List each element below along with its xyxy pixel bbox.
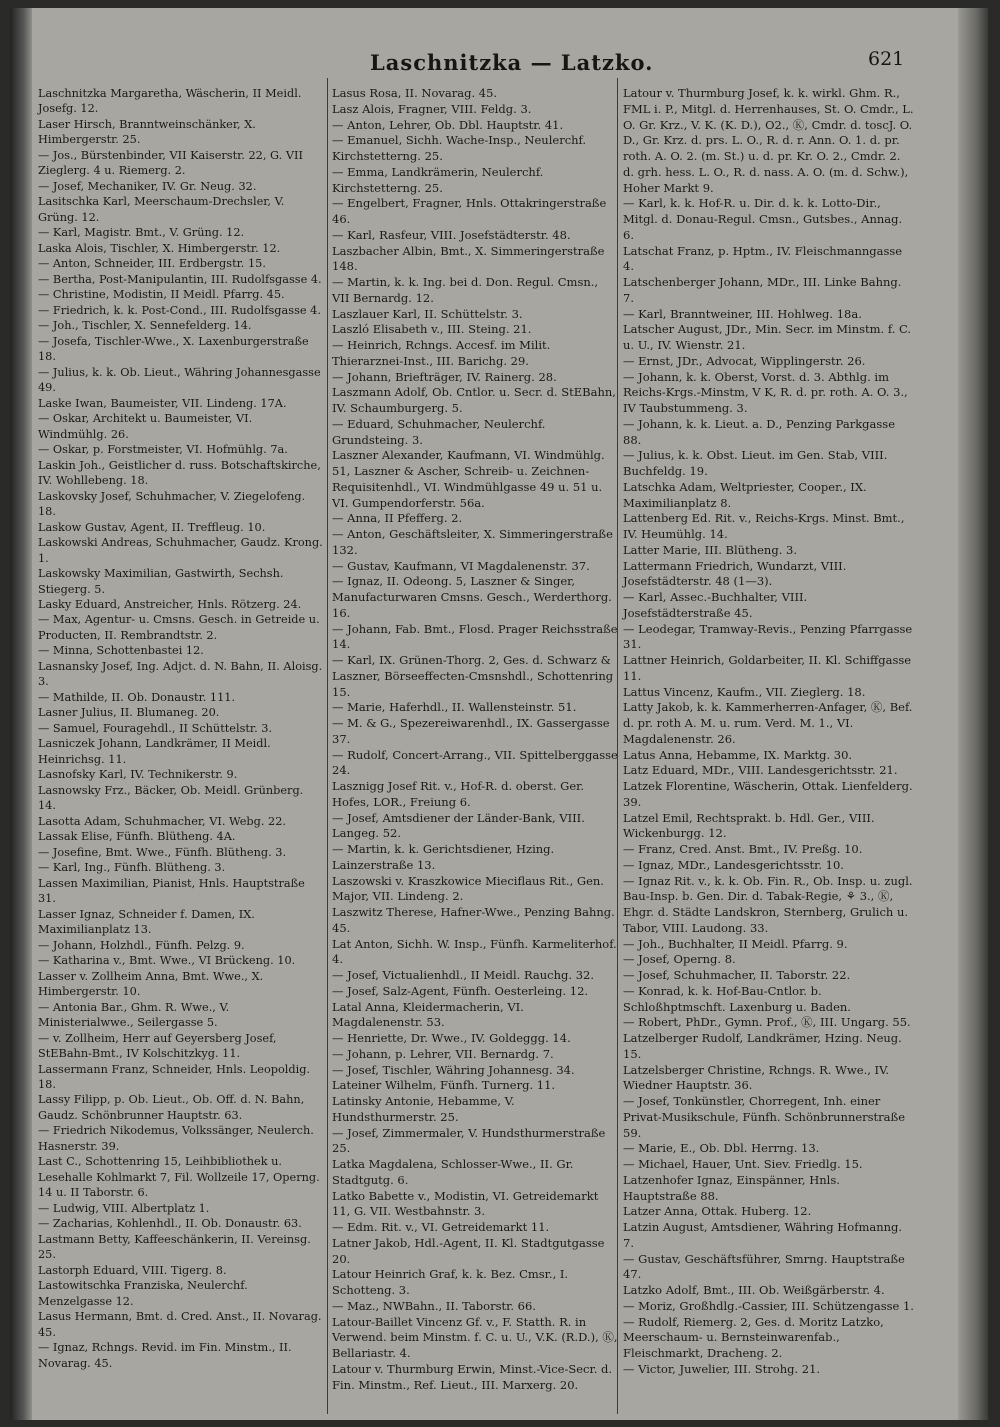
- directory-entry: Lastmann Betty, Kaffeeschänkerin, II. Vereinsg. 25.: [38, 1232, 311, 1262]
- directory-entry: Lasitschka Karl, Meerschaum-Drechsler, V. Grüng. 12.: [38, 195, 285, 224]
- directory-entry: — Johann, Fab. Bmt., Flosd. Prager Reichsstraße 14.: [332, 621, 618, 652]
- directory-entry: — Rudolf, Riemerg. 2, Ges. d. Moritz Latzko, Meerschaum- u. Bernsteinwarenfab., Fleischmarkt, Dracheng. 2.: [623, 1314, 884, 1360]
- directory-entry: — Leodegar, Tramway-Revis., Penzing Pfarrgasse 31.: [623, 621, 913, 652]
- directory-entry: Laszwitz Therese, Hafner-Wwe., Penzing Bahng. 45.: [332, 905, 615, 935]
- directory-entry: — Christine, Modistin, II Meidl. Pfarrg. 45.: [38, 288, 285, 302]
- directory-entry: Lasnofsky Karl, IV. Technikerstr. 9.: [38, 768, 238, 782]
- directory-entry: — Josef, Tonkünstler, Chorregent, Inh. einer Privat-Musikschule, Fünfh. Schönbrunnerstraße 59.: [623, 1094, 906, 1140]
- directory-entry: — Martin, k. k. Gerichtsdiener, Hzing. Lainzerstraße 13.: [332, 842, 555, 872]
- directory-entry: Laska Alois, Tischler, X. Himbergerstr. 12.: [38, 241, 281, 255]
- directory-entry: Latour-Baillet Vincenz Gf. v., F. Statth. R. in Verwend. beim Minstm. f. C. u. U., V.K. (R.D.), Ⓚ, Bellariastr. 4.: [332, 1314, 618, 1360]
- column-2: [332, 86, 618, 1393]
- directory-entry: Lastorph Eduard, VIII. Tigerg. 8.: [38, 1263, 227, 1277]
- directory-entry: — Mathilde, II. Ob. Donaustr. 111.: [38, 690, 236, 704]
- directory-entry: Lassak Elise, Fünfh. Blütheng. 4A.: [38, 830, 236, 844]
- directory-entry: — Heinrich, Rchngs. Accesf. im Milit. Thierarznei-Inst., III. Barichg. 29.: [332, 338, 551, 368]
- directory-entry: Laszmann Adolf, Ob. Cntlor. u. Secr. d. StEBahn, IV. Schaumburgerg. 5.: [332, 385, 616, 415]
- directory-entry: Latzin August, Amtsdiener, Währing Hofmanng. 7.: [623, 1220, 903, 1250]
- directory-entry: — Josef, Salz-Agent, Fünfh. Oesterleing. 12.: [332, 983, 589, 998]
- directory-entry: Latko Babette v., Modistin, VI. Getreidemarkt 11, G. VII. Westbahnstr. 3.: [332, 1188, 599, 1219]
- directory-entry: — Katharina v., Bmt. Wwe., VI Brückeng. 10.: [38, 954, 296, 968]
- directory-entry: Latscher August, JDr., Min. Secr. im Minstm. f. C. u. U., IV. Wienstr. 21.: [623, 322, 912, 352]
- directory-entry: — Karl, IX. Grünen-Thorg. 2, Ges. d. Schwarz & Laszner, Börseeffecten-Cmsnshdl., Schottenring 15.: [332, 653, 614, 699]
- directory-entry: — Josefa, Tischler-Wwe., X. Laxenburgerstraße 18.: [38, 334, 309, 364]
- directory-entry: — Emma, Landkrämerin, Neulerchf. Kirchstetterng. 25.: [332, 164, 544, 195]
- directory-entry: — Karl, k. k. Hof-R. u. Dir. d. k. k. Lotto-Dir., Mitgl. d. Donau-Regul. Cmsn., Gutsbes., Annag. 6.: [623, 196, 903, 242]
- directory-entry: Lateiner Wilhelm, Fünfh. Turnerg. 11.: [332, 1078, 556, 1093]
- page-number: 621: [868, 48, 905, 70]
- directory-entry: Latour v. Thurmburg Josef, k. k. wirkl. Ghm. R., FML i. P., Mitgl. d. Herrenhauses, St. O. Cmdr., L. O. Gr. Krz., V. K. (K. D.), O2., Ⓚ, Cmdr. d. toscJ. O. D., Gr. Krz. d. prs. L. O., R. d. r. Ann. O. 1. d. pr. roth. A. O. 2. (m. St.) u. d. pr. Kr. O. 2., Cmdr. 2. d. grh. hess. L. O., R. d. nass. A. O. (m. d. Schw.), Hoher Markt 9.: [623, 86, 914, 195]
- directory-entry: — Josefine, Bmt. Wwe., Fünfh. Blütheng. 3.: [38, 845, 287, 859]
- directory-entry: Latty Jakob, k. k. Kammerherren-Anfager, Ⓚ, Bef. d. pr. roth A. M. u. rum. Verd. M. 1., VI. Magdalenenstr. 26.: [623, 700, 913, 746]
- directory-entry: — Ignaz Rit. v., k. k. Ob. Fin. R., Ob. Insp. u. zugl. Bau-Insp. b. Gen. Dir. d. Tabak-Regie, ⚘ 3., Ⓚ, Ehgr. d. Städte Landskron, Sternberg, Grulich u. Tabor, VIII. Laudong. 33.: [623, 873, 913, 935]
- directory-entry: — Josef, Schuhmacher, II. Taborstr. 22.: [623, 968, 851, 982]
- directory-entry: Laser Hirsch, Branntweinschänker, X. Himbergerstr. 25.: [38, 117, 256, 147]
- directory-entry: — Joh., Buchhalter, II Meidl. Pfarrg. 9.: [623, 936, 848, 951]
- directory-entry: — Samuel, Fouragehdl., II Schüttelstr. 3.: [38, 721, 273, 735]
- directory-entry: — Zacharias, Kohlenhdl., II. Ob. Donaustr. 63.: [38, 1217, 302, 1231]
- directory-entry: — Johann, Holzhdl., Fünfh. Pelzg. 9.: [38, 938, 245, 952]
- directory-entry: — Josef, Victualienhdl., II Meidl. Rauchg. 32.: [332, 968, 594, 982]
- directory-entry: Laskowski Andreas, Schuhmacher, Gaudz. Krong. 1.: [38, 536, 323, 565]
- book-spine: [10, 8, 32, 1420]
- directory-entry: — Johann, k. k. Oberst, Vorst. d. 3. Abthlg. im Reichs-Krgs.-Minstm, V K, R. d. pr. roth. A. O. 3., IV Taubstummeng. 3.: [623, 369, 908, 415]
- directory-entry: Latz Eduard, MDr., VIII. Landesgerichtsstr. 21.: [623, 763, 898, 778]
- directory-entry: Laskowsky Maximilian, Gastwirth, Sechsh. Stiegerg. 5.: [38, 567, 284, 596]
- directory-entry: Laskin Joh., Geistlicher d. russ. Botschaftskirche, IV. Wohllebeng. 18.: [38, 458, 321, 488]
- directory-entry: Lattner Heinrich, Goldarbeiter, II. Kl. Schiffgasse 11.: [623, 653, 912, 683]
- directory-entry: Lasser v. Zollheim Anna, Bmt. Wwe., X. Himbergerstr. 10.: [38, 969, 264, 999]
- directory-entry: Laszbacher Albin, Bmt., X. Simmeringerstraße 148.: [332, 243, 605, 274]
- directory-entry: Lassermann Franz, Schneider, Hnls. Leopoldig. 18.: [38, 1062, 311, 1091]
- directory-entry: — Ignaz, MDr., Landesgerichtsstr. 10.: [623, 857, 844, 872]
- directory-entry: Josefg. 12.: [38, 102, 99, 116]
- directory-entry: Latour v. Thurmburg Erwin, Minst.-Vice-Secr. d. Fin. Minstm., Ref. Lieut., III. Marxerg. 20.: [332, 1361, 613, 1392]
- directory-entry: — Karl, Rasfeur, VIII. Josefstädterstr. 48.: [332, 227, 571, 242]
- directory-entry: Lasnowsky Frz., Bäcker, Ob. Meidl. Grünberg. 14.: [38, 783, 304, 813]
- directory-entry: Laszner Alexander, Kaufmann, VI. Windmühlg. 51, Laszner & Ascher, Schreib- u. Zeichnen-Requisitenhdl., VI. Windmühlgasse 49 u. 51 u. VI. Gumpendorferstr. 56a.: [332, 448, 605, 510]
- directory-entry: Latour Heinrich Graf, k. k. Bez. Cmsr., I. Schotteng. 3.: [332, 1267, 569, 1297]
- directory-entry: — Henriette, Dr. Wwe., IV. Goldeggg. 14.: [332, 1031, 571, 1045]
- directory-entry: Latal Anna, Kleidermacherin, VI. Magdalenenstr. 53.: [332, 999, 524, 1030]
- directory-entry: — Josef, Tischler, Währing Johannesg. 34.: [332, 1062, 575, 1077]
- directory-entry: — Anton, Schneider, III. Erdbergstr. 15.: [38, 257, 266, 271]
- directory-entry: Laszló Elisabeth v., III. Steing. 21.: [332, 322, 532, 337]
- directory-entry: Latschka Adam, Weltpriester, Cooper., IX. Maximilianplatz 8.: [623, 479, 867, 510]
- directory-entry: — Josef, Amtsdiener der Länder-Bank, VIII. Langeg. 52.: [332, 810, 585, 841]
- directory-entry: — Karl, Branntweiner, III. Hohlweg. 18a.: [623, 306, 862, 321]
- directory-entry: — Gustav, Kaufmann, VI Magdalenenstr. 37.: [332, 558, 590, 573]
- directory-entry: Lattermann Friedrich, Wundarzt, VIII. Josefstädterstr. 48 (1—3).: [623, 558, 847, 589]
- directory-entry: Latka Magdalena, Schlosser-Wwe., II. Gr. Stadtgutg. 6.: [332, 1157, 574, 1187]
- directory-entry: Laskovsky Josef, Schuhmacher, V. Ziegelofeng. 18.: [38, 489, 306, 519]
- running-head: Laschnitzka — Latzko.: [370, 50, 654, 75]
- directory-entry: Lasz Alois, Fragner, VIII. Feldg. 3.: [332, 101, 532, 116]
- directory-entry: Latschat Franz, p. Hptm., IV. Fleischmanngasse 4.: [623, 243, 903, 274]
- directory-entry: Latzelsberger Christine, Rchngs. R. Wwe., IV. Wiedner Hauptstr. 36.: [623, 1062, 890, 1093]
- directory-entry: Lasky Eduard, Anstreicher, Hnls. Rötzerg. 24.: [38, 597, 302, 611]
- directory-entry: — Max, Agentur- u. Cmsns. Gesch. in Getreide u. Producten, II. Rembrandtstr. 2.: [38, 613, 320, 642]
- directory-entry: — Julius, k. k. Ob. Lieut., Währing Johannesgasse 49.: [38, 365, 321, 395]
- directory-entry: Lassy Filipp, p. Ob. Lieut., Ob. Off. d. N. Bahn, Gaudz. Schönbrunner Hauptstr. 63.: [38, 1093, 305, 1122]
- directory-entry: Lasniczek Johann, Landkrämer, II Meidl. Heinrichsg. 11.: [38, 737, 271, 766]
- directory-entry: Latzenhofer Ignaz, Einspänner, Hnls. Hauptstraße 88.: [623, 1172, 840, 1203]
- directory-entry: Latus Anna, Hebamme, IX. Marktg. 30.: [623, 747, 853, 762]
- directory-entry: — Friedrich, k. k. Post-Cond., III. Rudolfsgasse 4.: [38, 303, 321, 317]
- directory-entry: — Marie, Haferhdl., II. Wallensteinstr. 51.: [332, 700, 577, 715]
- directory-entry: — Maz., NWBahn., II. Taborstr. 66.: [332, 1298, 536, 1313]
- directory-entry: — Minna, Schottenbastei 12.: [38, 644, 204, 658]
- directory-entry: — Emanuel, Sichh. Wache-Insp., Neulerchf. Kirchstetterng. 25.: [332, 133, 587, 163]
- directory-entry: — Eduard, Schuhmacher, Neulerchf. Grundsteing. 3.: [332, 416, 546, 447]
- directory-entry: Lasotta Adam, Schuhmacher, VI. Webg. 22.: [38, 814, 287, 828]
- page-edge: [958, 8, 988, 1420]
- directory-entry: — Julius, k. k. Obst. Lieut. im Gen. Stab, VIII. Buchfeldg. 19.: [623, 448, 888, 478]
- directory-entry: — Gustav, Geschäftsführer, Smrng. Hauptstraße 47.: [623, 1251, 905, 1282]
- column-1: [38, 86, 324, 1371]
- directory-entry: Lattus Vincenz, Kaufm., VII. Zieglerg. 18.: [623, 684, 866, 699]
- directory-entry: — Josef, Mechaniker, IV. Gr. Neug. 32.: [38, 179, 257, 193]
- directory-entry: — Konrad, k. k. Hof-Bau-Cntlor. b. Schloßhptmschft. Laxenburg u. Baden.: [623, 983, 851, 1014]
- directory-entry: — Johann, k. k. Lieut. a. D., Penzing Parkgasse 88.: [623, 416, 896, 447]
- directory-entry: Lasser Ignaz, Schneider f. Damen, IX. Maximilianplatz 13.: [38, 907, 255, 937]
- directory-entry: — v. Zollheim, Herr auf Geyersberg Josef, StEBahn-Bmt., IV Kolschitzkyg. 11.: [38, 1031, 277, 1061]
- directory-entry: — Ernst, JDr., Advocat, Wipplingerstr. 26.: [623, 353, 866, 368]
- directory-entry: Latschenberger Johann, MDr., III. Linke Bahng. 7.: [623, 275, 902, 305]
- column-3: [623, 86, 915, 1378]
- directory-entry: — Karl, Magistr. Bmt., V. Grüng. 12.: [38, 226, 245, 240]
- directory-entry: — Anton, Geschäftsleiter, X. Simmeringerstraße 132.: [332, 527, 613, 557]
- directory-entry: — Karl, Ing., Fünfh. Blütheng. 3.: [38, 861, 226, 875]
- directory-entry: — Karl, Assec.-Buchhalter, VIII. Josefstädterstraße 45.: [623, 590, 808, 620]
- directory-entry: — Joh., Tischler, X. Sennefelderg. 14.: [38, 319, 252, 333]
- directory-entry: Latzer Anna, Ottak. Huberg. 12.: [623, 1204, 812, 1219]
- directory-entry: — Michael, Hauer, Unt. Siev. Friedlg. 15.: [623, 1157, 863, 1171]
- directory-entry: — Martin, k. k. Ing. bei d. Don. Regul. Cmsn., VII Bernardg. 12.: [332, 275, 599, 305]
- directory-entry: — Oskar, Architekt u. Baumeister, VI. Windmühlg. 26.: [38, 412, 253, 441]
- directory-entry: Laszlauer Karl, II. Schüttelstr. 3.: [332, 306, 523, 321]
- directory-entry: Latzko Adolf, Bmt., III. Ob. Weißgärberstr. 4.: [623, 1283, 885, 1297]
- directory-entry: Lattenberg Ed. Rit. v., Reichs-Krgs. Minst. Bmt., IV. Heumühlg. 14.: [623, 511, 905, 541]
- directory-entry: Laskow Gustav, Agent, II. Treffleug. 10.: [38, 520, 266, 534]
- directory-entry: — Josef, Zimmermaler, V. Hundsthurmerstraße 25.: [332, 1125, 606, 1156]
- directory-entry: Lasus Hermann, Bmt. d. Cred. Anst., II. Novarag. 45.: [38, 1310, 322, 1339]
- directory-entry: — Ignaz, II. Odeong. 5, Laszner & Singer, Manufacturwaren Cmsns. Gesch., Werderthorg. 16.: [332, 574, 612, 620]
- directory-entry: Latzel Emil, Rechtsprakt. b. Hdl. Ger., VIII. Wickenburgg. 12.: [623, 810, 875, 841]
- directory-entry: — Friedrich Nikodemus, Volkssänger, Neulerch. Hasnerstr. 39.: [38, 1124, 314, 1153]
- directory-entry: Latzelberger Rudolf, Landkrämer, Hzing. Neug. 15.: [623, 1031, 902, 1061]
- directory-entry: — Anton, Lehrer, Ob. Dbl. Hauptstr. 41.: [332, 117, 564, 132]
- directory-entry: — Jos., Bürstenbinder, VII Kaiserstr. 22, G. VII Zieglerg. 4 u. Riemerg. 2.: [38, 148, 303, 178]
- directory-entry: Lassen Maximilian, Pianist, Hnls. Hauptstraße 31.: [38, 876, 305, 906]
- directory-page: [10, 8, 988, 1420]
- directory-entry: Lat Anton, Sichh. W. Insp., Fünfh. Karmeliterhof. 4.: [332, 936, 617, 967]
- directory-entry: — M. & G., Spezereiwarenhdl., IX. Gassergasse 37.: [332, 716, 610, 746]
- directory-entry: — Moriz, Großhdlg.-Cassier, III. Schützengasse 1.: [623, 1298, 914, 1313]
- directory-entry: Laske Iwan, Baumeister, VII. Lindeng. 17A.: [38, 396, 287, 410]
- directory-entry: Latzek Florentine, Wäscherin, Ottak. Lienfelderg. 39.: [623, 779, 913, 809]
- directory-entry: — Engelbert, Fragner, Hnls. Ottakringerstraße 46.: [332, 196, 607, 226]
- directory-entry: Latner Jakob, Hdl.-Agent, II. Kl. Stadtgutgasse 20.: [332, 1235, 605, 1266]
- directory-entry: — Johann, p. Lehrer, VII. Bernardg. 7.: [332, 1046, 554, 1061]
- directory-entry: — Oskar, p. Forstmeister, VI. Hofmühlg. 7a.: [38, 443, 288, 457]
- directory-entry: — Marie, E., Ob. Dbl. Herrng. 13.: [623, 1141, 820, 1156]
- directory-entry: — Victor, Juwelier, III. Strohg. 21.: [623, 1361, 821, 1376]
- directory-entry: Lasnansky Josef, Ing. Adjct. d. N. Bahn, II. Aloisg. 3.: [38, 659, 323, 689]
- directory-entry: — Bertha, Post-Manipulantin, III. Rudolfsgasse 4.: [38, 272, 322, 286]
- directory-entry: Lastowitschka Franziska, Neulerchf. Menzelgasse 12.: [38, 1279, 248, 1308]
- directory-entry: Lasznigg Josef Rit. v., Hof-R. d. oberst. Ger. Hofes, LOR., Freiung 6.: [332, 779, 585, 809]
- directory-entry: — Ignaz, Rchngs. Revid. im Fin. Minstm., II. Novarag. 45.: [38, 1341, 292, 1370]
- directory-entry: — Josef, Operng. 8.: [623, 952, 736, 967]
- directory-entry: Laszowski v. Kraszkowice Mieciflaus Rit., Gen. Major, VII. Lindeng. 2.: [332, 873, 604, 904]
- directory-entry: — Robert, PhDr., Gymn. Prof., Ⓚ, III. Ungarg. 55.: [623, 1015, 911, 1030]
- directory-entry: — Edm. Rit. v., VI. Getreidemarkt 11.: [332, 1220, 550, 1234]
- directory-entry: Laschnitzka Margaretha, Wäscherin, II Meidl.: [38, 87, 302, 100]
- directory-entry: — Franz, Cred. Anst. Bmt., IV. Preßg. 10.: [623, 842, 863, 856]
- directory-entry: Lasus Rosa, II. Novarag. 45.: [332, 86, 498, 100]
- directory-entry: Latter Marie, III. Blütheng. 3.: [623, 542, 797, 557]
- directory-entry: Lasner Julius, II. Blumaneg. 20.: [38, 706, 220, 720]
- directory-entry: — Ludwig, VIII. Albertplatz 1.: [38, 1201, 210, 1215]
- directory-entry: — Rudolf, Concert-Arrang., VII. Spittelberggasse 24.: [332, 747, 618, 778]
- directory-entry: — Anna, II Pfefferg. 2.: [332, 511, 463, 526]
- directory-entry: Latinsky Antonie, Hebamme, V. Hundsthurmerstr. 25.: [332, 1094, 515, 1124]
- directory-entry: Last C., Schottenring 15, Leihbibliothek u. Lesehalle Kohlmarkt 7, Fil. Wollzeile 17, Operng. 14 u. II Taborstr. 6.: [38, 1155, 320, 1200]
- column-rule: [327, 78, 328, 1414]
- directory-entry: — Antonia Bar., Ghm. R. Wwe., V. Ministerialwwe., Seilergasse 5.: [38, 1000, 230, 1030]
- directory-entry: — Johann, Briefträger, IV. Rainerg. 28.: [332, 369, 557, 384]
